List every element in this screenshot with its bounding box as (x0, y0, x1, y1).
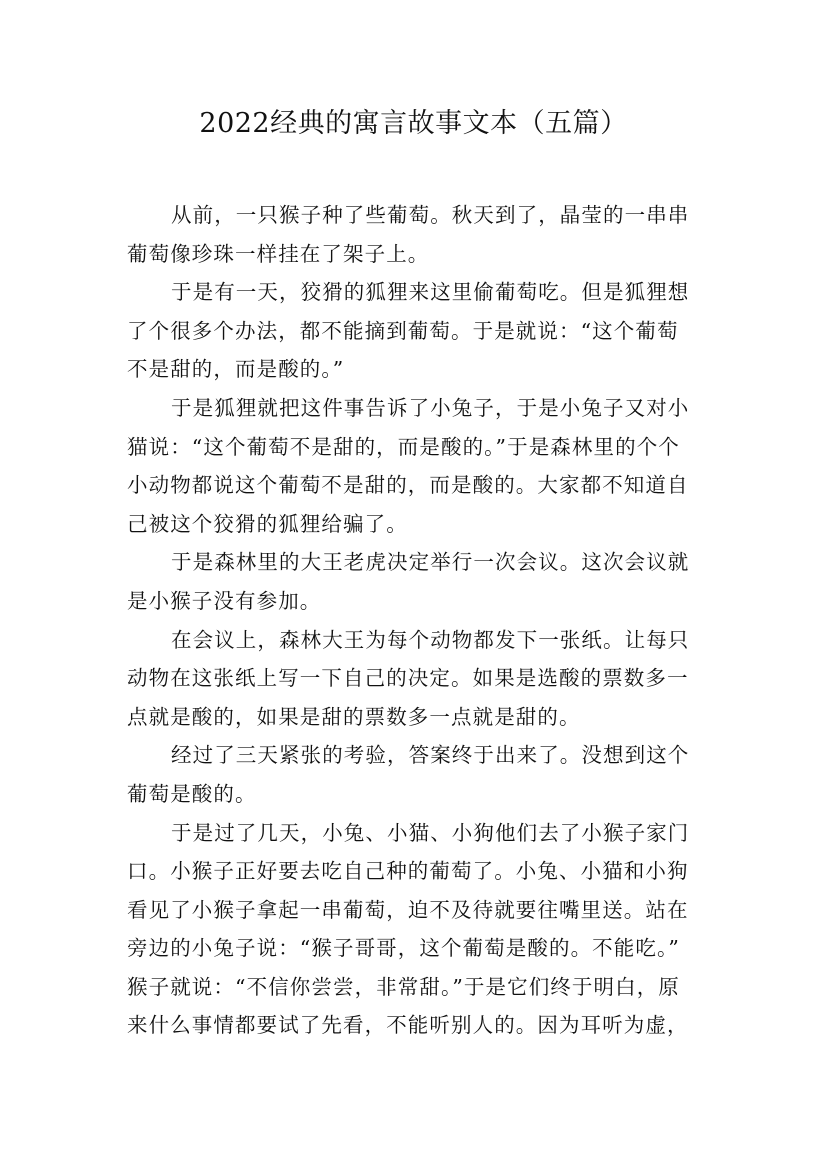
paragraph-line: 猴子就说：“不信你尝尝，非常甜。”于是它们终于明白，原 (127, 974, 680, 999)
paragraph-line: 己被这个狡猾的狐狸给骗了。 (127, 511, 408, 536)
paragraph-line: 经过了三天紧张的考验，答案终于出来了。没想到这个 (171, 743, 690, 768)
paragraph-line: 来什么事情都要试了先看，不能听别人的。因为耳听为虚， (127, 1013, 689, 1038)
document-title: 2022经典的寓言故事文本（五篇） (199, 108, 628, 139)
paragraph-line: 在会议上，森林大王为每个动物都发下一张纸。让每只 (171, 627, 690, 652)
paragraph-line: 猫说：“这个葡萄不是甜的，而是酸的。”于是森林里的个个 (127, 434, 680, 459)
paragraph-line: 点就是酸的，如果是甜的票数多一点就是甜的。 (127, 704, 581, 729)
paragraph-line: 于是有一天，狡猾的狐狸来这里偷葡萄吃。但是狐狸想 (171, 280, 690, 305)
paragraph-line: 口。小猴子正好要去吃自己种的葡萄了。小兔、小猫和小狗 (127, 859, 689, 884)
paragraph-line: 了个很多个办法，都不能摘到葡萄。于是就说：“这个葡萄 (127, 318, 679, 343)
paragraph-line: 小动物都说这个葡萄不是甜的，而是酸的。大家都不知道自 (127, 473, 689, 498)
document-body (127, 196, 703, 1045)
paragraph-line: 葡萄像珍珠一样挂在了架子上。 (127, 241, 430, 266)
paragraph-line: 于是过了几天，小兔、小猫、小狗他们去了小猴子家门 (171, 820, 690, 845)
paragraph-line: 看见了小猴子拿起一串葡萄，迫不及待就要往嘴里送。站在 (127, 897, 689, 922)
paragraph-line: 从前，一只猴子种了些葡萄。秋天到了，晶莹的一串串 (171, 203, 690, 227)
paragraph-line: 不是甜的，而是酸的。” (127, 357, 345, 382)
paragraph-line: 旁边的小兔子说：“猴子哥哥，这个葡萄是酸的。不能吃。” (127, 936, 680, 961)
paragraph-line: 葡萄是酸的。 (127, 781, 257, 806)
paragraph-line: 是小猴子没有参加。 (127, 588, 322, 613)
paragraph-line: 动物在这张纸上写一下自己的决定。如果是选酸的票数多一 (127, 666, 689, 691)
paragraph-line: 于是森林里的大王老虎决定举行一次会议。这次会议就 (171, 550, 690, 575)
paragraph-line: 于是狐狸就把这件事告诉了小兔子，于是小兔子又对小 (171, 395, 690, 420)
